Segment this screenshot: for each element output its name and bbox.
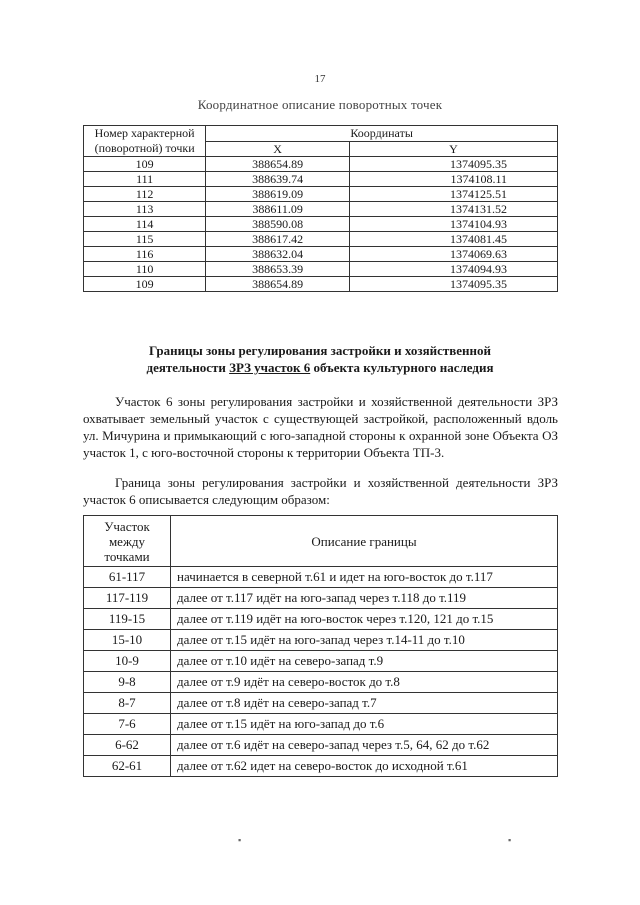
table-row: 111 388639.74 1374108.11 bbox=[84, 172, 558, 187]
table-row: 15-10 далее от т.15 идёт на юго-запад через т.14-11 до т.10 bbox=[84, 630, 558, 651]
table-row: 117-119 далее от т.117 идёт на юго-запад через т.118 до т.119 bbox=[84, 588, 558, 609]
table-row: 62-61 далее от т.62 идет на северо-восток до исходной т.61 bbox=[84, 756, 558, 777]
coordinates-header: Координаты bbox=[206, 126, 558, 142]
x-header: X bbox=[206, 142, 350, 157]
table-row: 7-6 далее от т.15 идёт на юго-запад до т.6 bbox=[84, 714, 558, 735]
table-row: 113 388611.09 1374131.52 bbox=[84, 202, 558, 217]
scan-mark: ▪ bbox=[508, 835, 512, 845]
description-header: Описание границы bbox=[171, 516, 558, 567]
table-row: 115 388617.42 1374081.45 bbox=[84, 232, 558, 247]
table-row: 10-9 далее от т.10 идёт на северо-запад т.9 bbox=[84, 651, 558, 672]
table-row: 6-62 далее от т.6 идёт на северо-запад через т.5, 64, 62 до т.62 bbox=[84, 735, 558, 756]
table-row: 116 388632.04 1374069.63 bbox=[84, 247, 558, 262]
coordinates-title: Координатное описание поворотных точек bbox=[197, 97, 443, 112]
zone-name-underlined: ЗРЗ участок 6 bbox=[229, 360, 311, 375]
section-heading: Границы зоны регулирования застройки и хозяйственной деятельности ЗРЗ участок 6 объекта культурного наследия bbox=[146, 343, 494, 375]
border-description-table bbox=[83, 515, 558, 777]
table-row: 8-7 далее от т.8 идёт на северо-запад т.7 bbox=[84, 693, 558, 714]
table-row: 112 388619.09 1374125.51 bbox=[84, 187, 558, 202]
table-row: 61-117 начинается в северной т.61 и идет на юго-восток до т.117 bbox=[84, 567, 558, 588]
border-intro-paragraph: Граница зоны регулирования застройки и хозяйственной деятельности ЗРЗ участок 6 описывается следующим образом: bbox=[83, 475, 558, 507]
section-header: Участок между точками bbox=[84, 516, 171, 567]
table-row: 114 388590.08 1374104.93 bbox=[84, 217, 558, 232]
table-row: 109 388654.89 1374095.35 bbox=[84, 277, 558, 292]
point-number-header: Номер характерной (поворотной) точки bbox=[84, 126, 206, 157]
y-header: Y bbox=[350, 142, 558, 157]
table-row: 110 388653.39 1374094.93 bbox=[84, 262, 558, 277]
table-row: 119-15 далее от т.119 идёт на юго-восток через т.120, 121 до т.15 bbox=[84, 609, 558, 630]
table-row: 9-8 далее от т.9 идёт на северо-восток до т.8 bbox=[84, 672, 558, 693]
table-row: 109 388654.89 1374095.35 bbox=[84, 157, 558, 172]
description-paragraph: Участок 6 зоны регулирования застройки и хозяйственной деятельности ЗРЗ охватывает земельный участок с существующей застройкой, расположенный вдоль ул. Мичурина и примыкающий с юго-западной стороны к охранной зоне Объекта ОЗ участок 1, с юго-восточной стороны к территории Объекта ТП-3. bbox=[83, 394, 558, 460]
scan-mark: ▪ bbox=[238, 835, 242, 845]
page-number: 17 bbox=[314, 73, 326, 85]
coordinates-table bbox=[83, 125, 558, 292]
